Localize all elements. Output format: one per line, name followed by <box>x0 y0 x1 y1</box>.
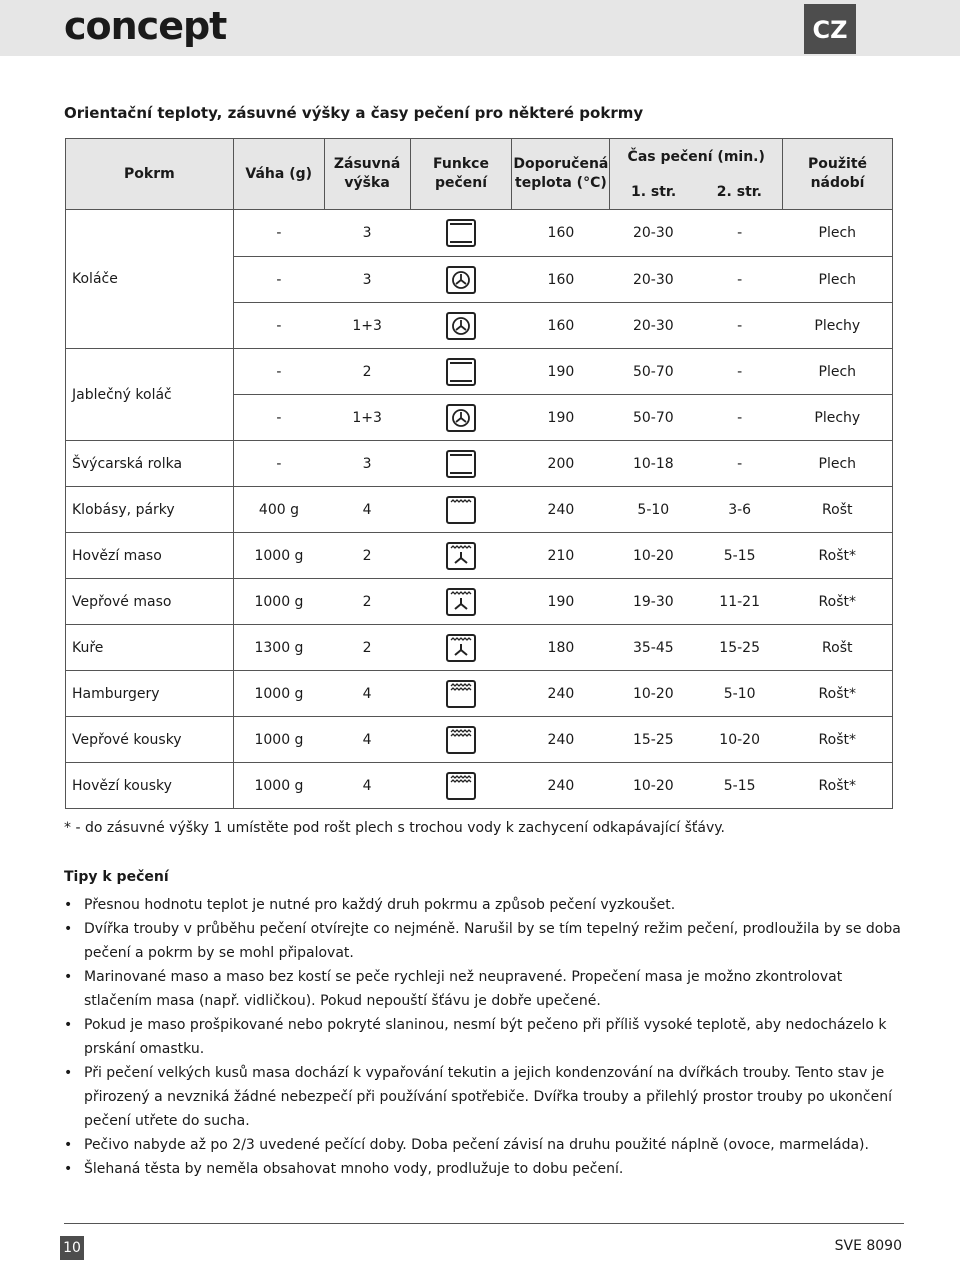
temp-cell: 210 <box>512 533 610 579</box>
time1-cell: 35-45 <box>610 625 697 671</box>
baking-table <box>65 138 893 809</box>
dish-cell: Plechy <box>783 303 893 349</box>
food-cell: Hamburgery <box>66 671 234 717</box>
page-number: 10 <box>60 1236 84 1260</box>
tips-list <box>64 893 904 1181</box>
weight-cell: 1000 g <box>233 533 324 579</box>
time1-cell: 20-30 <box>610 257 697 303</box>
grill-fan-icon <box>446 588 476 616</box>
food-cell: Jablečný koláč <box>66 349 234 441</box>
model-number: SVE 8090 <box>834 1238 902 1254</box>
section-title: Orientační teploty, zásuvné výšky a časy pečení pro některé pokrmy <box>64 104 644 122</box>
time2-cell: 3-6 <box>697 487 783 533</box>
time1-cell: 5-10 <box>610 487 697 533</box>
level-cell: 1+3 <box>324 303 410 349</box>
function-cell <box>410 441 512 487</box>
food-cell: Kuře <box>66 625 234 671</box>
time1-cell: 10-20 <box>610 533 697 579</box>
footnote: * - do zásuvné výšky 1 umístěte pod rošt plech s trochou vody k zachycení odkapávající šťávy. <box>64 820 726 836</box>
function-cell <box>410 257 512 303</box>
level-cell: 3 <box>324 210 410 257</box>
food-cell: Hovězí kousky <box>66 763 234 809</box>
time2-cell: 10-20 <box>697 717 783 763</box>
time1-cell: 15-25 <box>610 717 697 763</box>
food-cell: Klobásy, párky <box>66 487 234 533</box>
dish-cell: Rošt* <box>783 579 893 625</box>
time2-cell: 5-10 <box>697 671 783 717</box>
time2-cell: - <box>697 257 783 303</box>
weight-cell: - <box>233 395 324 441</box>
time2-cell: 15-25 <box>697 625 783 671</box>
food-cell: Švýcarská rolka <box>66 441 234 487</box>
weight-cell: - <box>233 441 324 487</box>
header-weight: Váha (g) <box>233 139 324 210</box>
header-food: Pokrm <box>66 139 234 210</box>
grill-fan-icon <box>446 634 476 662</box>
grill-icon <box>446 496 476 524</box>
double-grill-icon <box>446 772 476 800</box>
table-row <box>66 349 893 395</box>
time1-cell: 50-70 <box>610 395 697 441</box>
table-row <box>66 763 893 809</box>
time2-cell: - <box>697 441 783 487</box>
temp-cell: 190 <box>512 395 610 441</box>
dish-cell: Rošt* <box>783 533 893 579</box>
table-body <box>66 210 893 809</box>
dish-cell: Plech <box>783 257 893 303</box>
top-bottom-heat-icon <box>446 358 476 386</box>
language-badge: CZ <box>804 4 856 54</box>
time1-cell: 10-20 <box>610 763 697 809</box>
level-cell: 4 <box>324 487 410 533</box>
time2-cell: 11-21 <box>697 579 783 625</box>
time1-cell: 10-20 <box>610 671 697 717</box>
time1-cell: 20-30 <box>610 210 697 257</box>
time2-cell: 5-15 <box>697 763 783 809</box>
list-item: • Šlehaná těsta by neměla obsahovat mnoho vody, prodlužuje to dobu pečení. <box>64 1157 904 1181</box>
list-item: • Pokud je maso prošpikované nebo pokryté slaninou, nesmí být pečeno při příliš vysoké teplotě, aby nedocházelo k prskání omastku. <box>64 1013 904 1061</box>
dish-cell: Rošt* <box>783 763 893 809</box>
level-cell: 3 <box>324 441 410 487</box>
food-cell: Koláče <box>66 210 234 349</box>
weight-cell: - <box>233 257 324 303</box>
list-item: • Marinované maso a maso bez kostí se peče rychleji než neupravené. Propečení masa je možno zkontrolovat stlačením masa (např. vidličkou). Pokud nepouští šťávu je dobře upečené. <box>64 965 904 1013</box>
dish-cell: Plech <box>783 349 893 395</box>
time1-cell: 10-18 <box>610 441 697 487</box>
food-cell: Vepřové maso <box>66 579 234 625</box>
function-cell <box>410 349 512 395</box>
weight-cell: - <box>233 303 324 349</box>
dish-cell: Plechy <box>783 395 893 441</box>
list-item: • Pečivo nabyde až po 2/3 uvedené pečící doby. Doba pečení závisí na druhu použité náplně (ovoce, marmeláda). <box>64 1133 904 1157</box>
level-cell: 2 <box>324 349 410 395</box>
dish-cell: Plech <box>783 441 893 487</box>
dish-cell: Rošt* <box>783 671 893 717</box>
temp-cell: 240 <box>512 487 610 533</box>
level-cell: 2 <box>324 625 410 671</box>
weight-cell: 1000 g <box>233 671 324 717</box>
food-cell: Vepřové kousky <box>66 717 234 763</box>
table-row <box>66 671 893 717</box>
footer-divider <box>64 1223 904 1224</box>
brand-logo: concept <box>64 4 227 48</box>
header-level: Zásuvná výška <box>324 139 410 210</box>
hot-air-icon <box>446 266 476 294</box>
header-side2: 2. str. <box>697 175 783 210</box>
temp-cell: 160 <box>512 257 610 303</box>
header-dish: Použité nádobí <box>783 139 893 210</box>
level-cell: 4 <box>324 763 410 809</box>
temp-cell: 160 <box>512 303 610 349</box>
double-grill-icon <box>446 680 476 708</box>
function-cell <box>410 671 512 717</box>
top-bottom-heat-icon <box>446 450 476 478</box>
time1-cell: 20-30 <box>610 303 697 349</box>
food-cell: Hovězí maso <box>66 533 234 579</box>
level-cell: 2 <box>324 533 410 579</box>
function-cell <box>410 717 512 763</box>
weight-cell: 1000 g <box>233 717 324 763</box>
top-bottom-heat-icon <box>446 219 476 247</box>
function-cell <box>410 625 512 671</box>
hot-air-icon <box>446 312 476 340</box>
time1-cell: 50-70 <box>610 349 697 395</box>
time1-cell: 19-30 <box>610 579 697 625</box>
header-temp: Doporučená teplota (°C) <box>512 139 610 210</box>
level-cell: 2 <box>324 579 410 625</box>
dish-cell: Rošt <box>783 625 893 671</box>
temp-cell: 240 <box>512 671 610 717</box>
table-row <box>66 210 893 257</box>
table-row <box>66 487 893 533</box>
table-row <box>66 625 893 671</box>
function-cell <box>410 763 512 809</box>
table-row <box>66 579 893 625</box>
weight-cell: 1000 g <box>233 579 324 625</box>
weight-cell: 1000 g <box>233 763 324 809</box>
level-cell: 4 <box>324 717 410 763</box>
temp-cell: 240 <box>512 763 610 809</box>
time2-cell: - <box>697 395 783 441</box>
time2-cell: - <box>697 349 783 395</box>
weight-cell: - <box>233 210 324 257</box>
grill-fan-icon <box>446 542 476 570</box>
table-row <box>66 533 893 579</box>
list-item: • Při pečení velkých kusů masa dochází k vypařování tekutin a jejich kondenzování na dvířkách trouby. Tento stav je přirozený a nevzniká žádné nebezpečí při používání spotřebiče. Dvířka trouby a přilehlý prostor trouby po ukončení pečení utřete do sucha. <box>64 1061 904 1133</box>
table-row <box>66 441 893 487</box>
tips-title: Tipy k pečení <box>64 869 169 885</box>
temp-cell: 180 <box>512 625 610 671</box>
temp-cell: 190 <box>512 349 610 395</box>
temp-cell: 240 <box>512 717 610 763</box>
dish-cell: Rošt* <box>783 717 893 763</box>
time2-cell: 5-15 <box>697 533 783 579</box>
level-cell: 3 <box>324 257 410 303</box>
list-item: • Přesnou hodnotu teplot je nutné pro každý druh pokrmu a způsob pečení vyzkoušet. <box>64 893 904 917</box>
function-cell <box>410 579 512 625</box>
level-cell: 4 <box>324 671 410 717</box>
header-side1: 1. str. <box>610 175 697 210</box>
function-cell <box>410 395 512 441</box>
level-cell: 1+3 <box>324 395 410 441</box>
weight-cell: 1300 g <box>233 625 324 671</box>
page-header <box>0 0 960 56</box>
temp-cell: 160 <box>512 210 610 257</box>
temp-cell: 190 <box>512 579 610 625</box>
function-cell <box>410 487 512 533</box>
function-cell <box>410 210 512 257</box>
list-item: • Dvířka trouby v průběhu pečení otvírejte co nejméně. Narušil by se tím tepelný režim pečení, prodloužila by se doba pečení a pokrm by se mohl připalovat. <box>64 917 904 965</box>
temp-cell: 200 <box>512 441 610 487</box>
dish-cell: Rošt <box>783 487 893 533</box>
weight-cell: 400 g <box>233 487 324 533</box>
time2-cell: - <box>697 303 783 349</box>
weight-cell: - <box>233 349 324 395</box>
function-cell <box>410 303 512 349</box>
header-function: Funkce pečení <box>410 139 512 210</box>
header-time: Čas pečení (min.) <box>610 139 783 176</box>
double-grill-icon <box>446 726 476 754</box>
dish-cell: Plech <box>783 210 893 257</box>
table-row <box>66 717 893 763</box>
function-cell <box>410 533 512 579</box>
time2-cell: - <box>697 210 783 257</box>
hot-air-icon <box>446 404 476 432</box>
